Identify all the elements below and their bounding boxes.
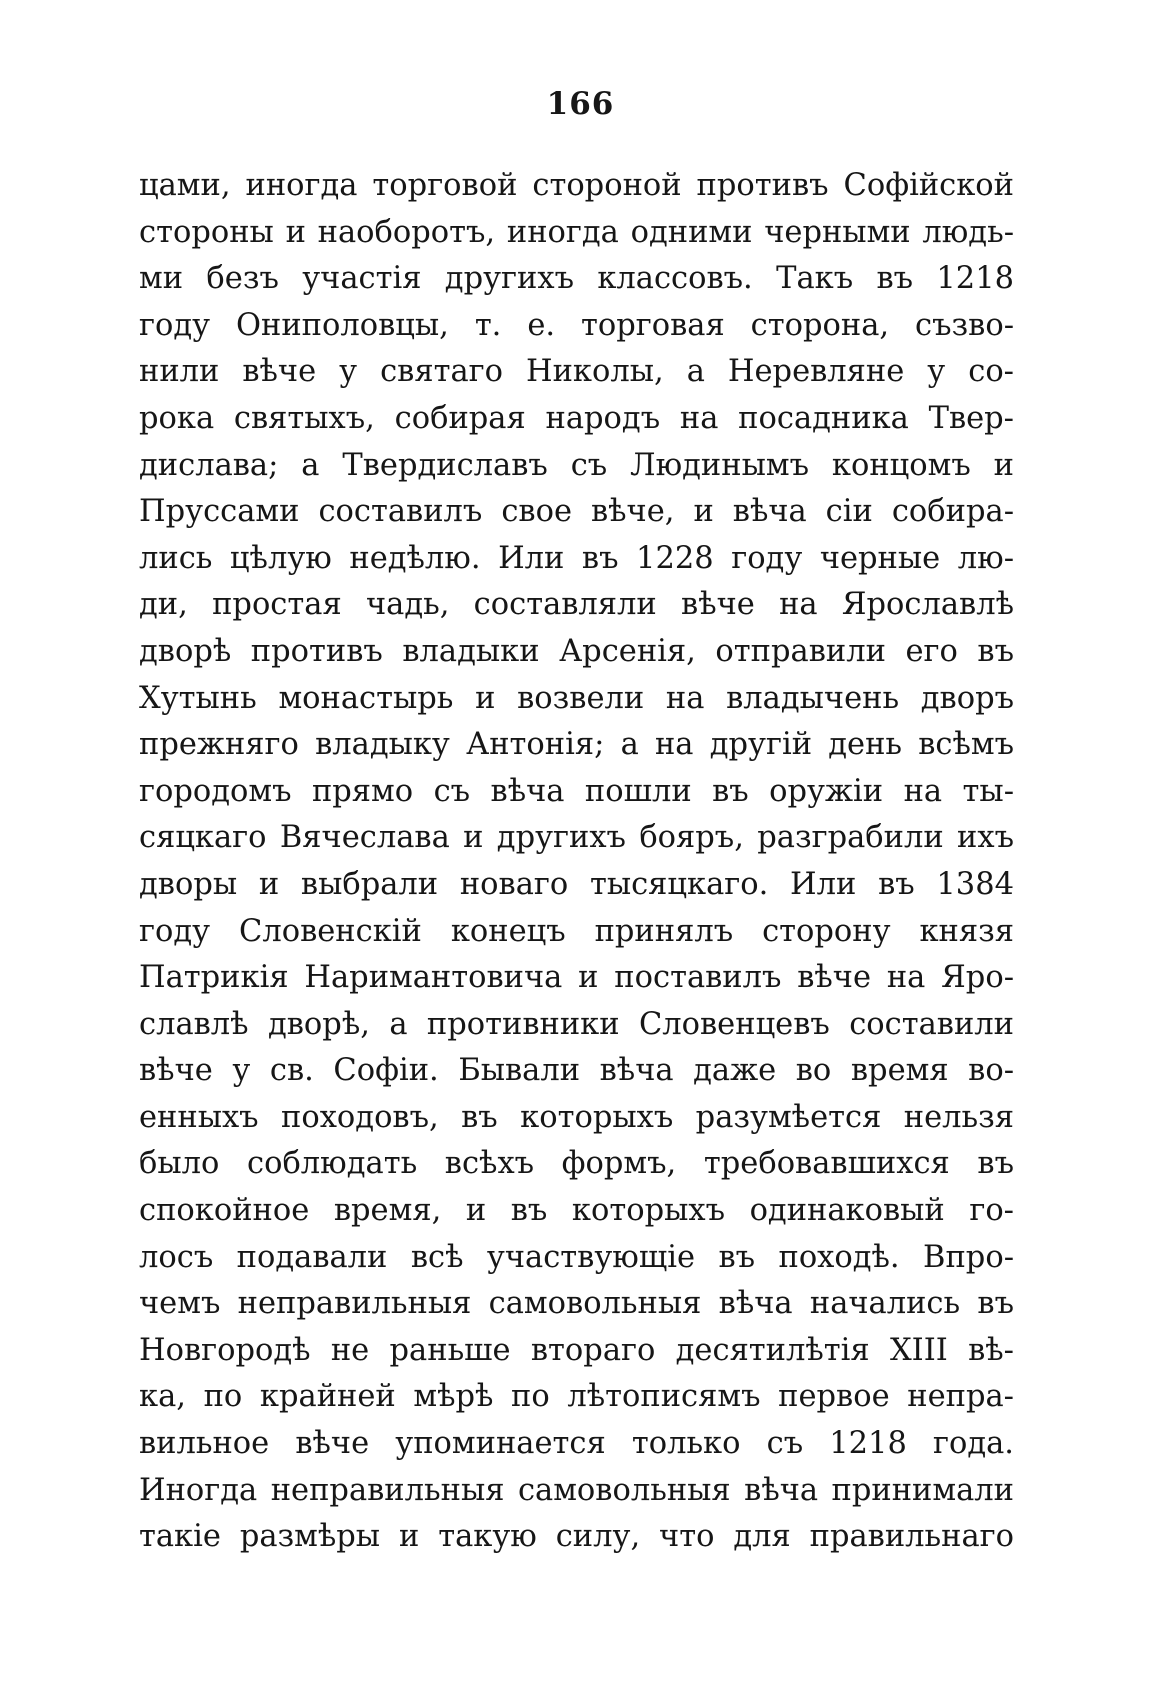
text-line: было соблюдать всѣхъ формъ, требовавшихся въ — [139, 1146, 1014, 1182]
text-line: сяцкаго Вячеслава и другихъ бояръ, разграбили ихъ — [139, 820, 1014, 856]
text-line: прежняго владыку Антонія; а на другій день всѣмъ — [139, 727, 1014, 763]
text-line: Патрикія Наримантовича и поставилъ вѣче на Яро- — [139, 960, 1014, 996]
text-line: вильное вѣче упоминается только съ 1218 года. — [139, 1426, 1014, 1462]
text-line: Иногда неправильныя самовольныя вѣча принимали — [139, 1472, 1014, 1508]
text-line: такіе размѣры и такую силу, что для правильнаго — [139, 1519, 1014, 1555]
text-line: цами, иногда торговой стороной противъ Софійской — [139, 168, 1014, 203]
text-line: ми безъ участія другихъ классовъ. Такъ въ 1218 — [139, 261, 1014, 297]
page-number: 166 — [546, 86, 615, 122]
text-line: дислава; а Твердиславъ съ Людинымъ концомъ и — [139, 447, 1014, 483]
text-line: дворѣ противъ владыки Арсенія, отправили его въ — [139, 633, 1014, 669]
text-line: вѣче у св. Софіи. Бывали вѣча даже во время во- — [139, 1053, 1014, 1089]
text-line: году Словенскій конецъ принялъ сторону князя — [139, 913, 1014, 949]
text-line: рока святыхъ, собирая народъ на посадника Твер- — [139, 400, 1014, 436]
text-line: спокойное время, и въ которыхъ одинаковый го- — [139, 1193, 1014, 1229]
text-line: енныхъ походовъ, въ которыхъ разумѣется нельзя — [139, 1099, 1014, 1135]
text-line: дворы и выбрали новаго тысяцкаго. Или въ 1384 — [139, 866, 1014, 902]
text-line: славлѣ дворѣ, а противники Словенцевъ составили — [139, 1006, 1014, 1042]
text-line: Пруссами составилъ свое вѣче, и вѣча сіи собира- — [139, 494, 1014, 530]
text-line: ди, простая чадь, составляли вѣче на Ярославлѣ — [139, 587, 1014, 623]
text-line: городомъ прямо съ вѣча пошли въ оружіи на ты- — [139, 773, 1014, 809]
text-line: Новгородѣ не раньше втораго десятилѣтія XIII вѣ- — [139, 1332, 1014, 1368]
text-line: Хутынь монастырь и возвели на владычень дворъ — [139, 680, 1014, 716]
text-line: ка, по крайней мѣрѣ по лѣтописямъ первое непра- — [139, 1379, 1014, 1415]
text-line: нили вѣче у святаго Николы, а Неревляне у со- — [139, 354, 1014, 390]
text-line: лись цѣлую недѣлю. Или въ 1228 году черные лю- — [139, 540, 1014, 576]
text-line: чемъ неправильныя самовольныя вѣча начались въ — [139, 1286, 1014, 1322]
text-line: году Ониполовцы, т. е. торговая сторона, съзво- — [139, 307, 1014, 343]
text-line: стороны и наоборотъ, иногда одними черными людь- — [139, 214, 1014, 250]
body-text — [139, 163, 1014, 1561]
text-line: лосъ подавали всѣ участвующіе въ походѣ. Впро- — [139, 1239, 1014, 1275]
